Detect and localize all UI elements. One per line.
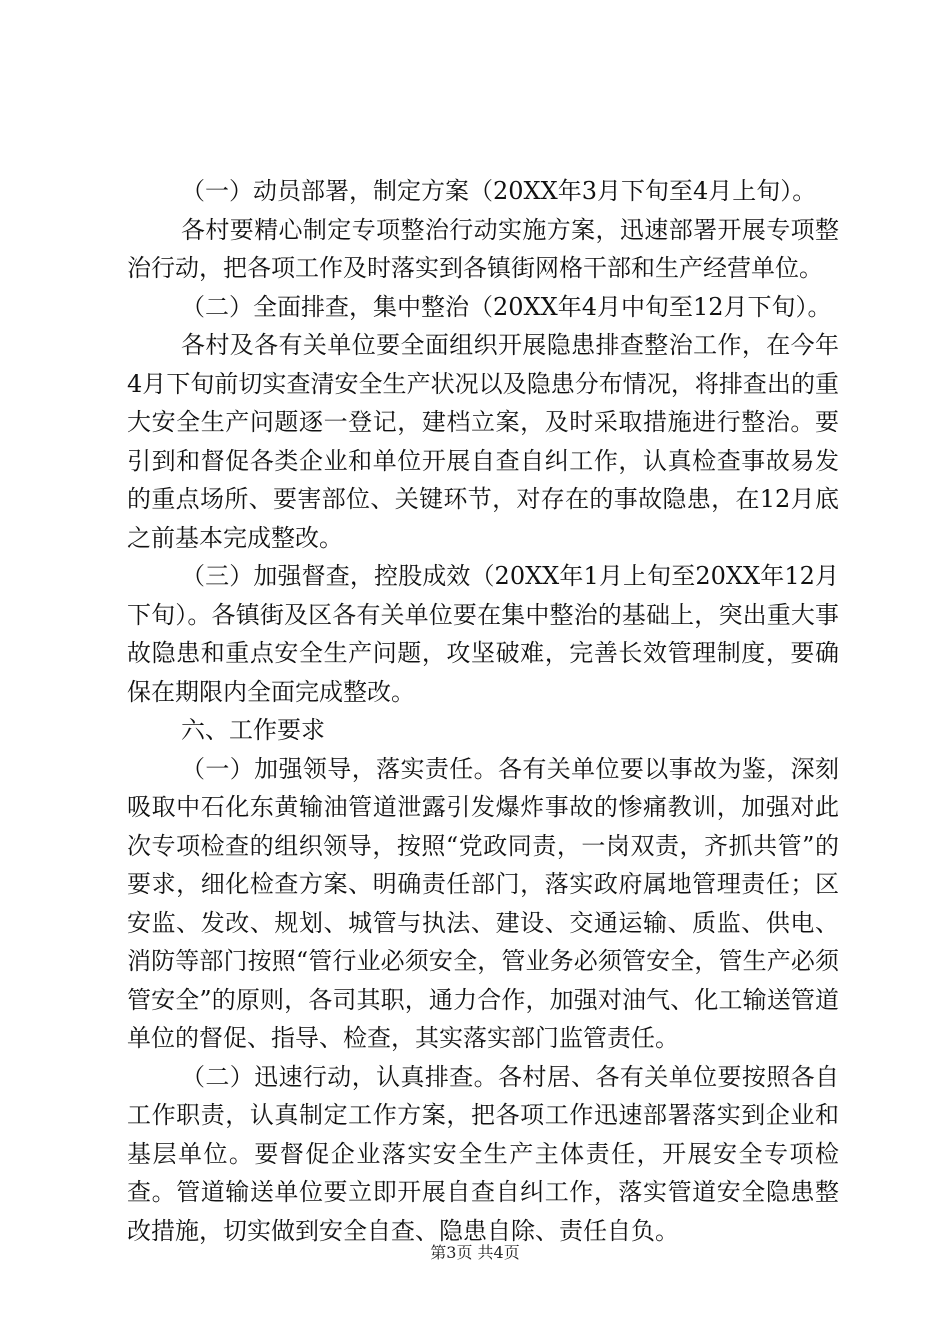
page-number-footer: 第3页 共4页 xyxy=(430,1243,520,1262)
paragraph-inspection: 各村及各有关单位要全面组织开展隐患排查整治工作，在今年4月下旬前切实查清安全生产状况以及隐患分布情况，将排查出的重大安全生产问题逐一登记，建档立案，及时采取措施进行整治。要引到和督促各类企业和单位开展自查自纠工作，认真检查事故易发的重点场所、要害部位、关键环节，对存在的事故隐患，在12月底之前基本完成整改。 xyxy=(127,331,839,552)
section-heading-inspection: （二）全面排查，集中整治（20XX年4月中旬至12月下旬）。 xyxy=(181,292,832,321)
paragraph-supervision: （三）加强督查，控股成效（20XX年1月上旬至20XX年12月下旬）。各镇街及区各有关单位要在集中整治的基础上，突出重大事故隐患和重点安全生产问题，攻坚破难，完善长效管理制度，要确保在期限内全面完成整改。 xyxy=(127,562,839,706)
section-heading-requirements: 六、工作要求 xyxy=(181,716,325,744)
paragraph-leadership: （一）加强领导，落实责任。各有关单位要以事故为鉴，深刻吸取中石化东黄输油管道泄露引发爆炸事故的惨痛教训，加强对此次专项检查的组织领导，按照“党政同责，一岗双责，齐抓共管”的要求，细化检查方案、明确责任部门，落实政府属地管理责任；区安监、发改、规划、城管与执法、建设、交通运输、质监、供电、消防等部门按照“管行业必须安全，管业务必须管安全，管生产必须管安全”的原则，各司其职，通力合作，加强对油气、化工输送管道单位的督促、指导、检查，其实落实部门监管责任。 xyxy=(127,754,839,1052)
paragraph-mobilize: 各村要精心制定专项整治行动实施方案，迅速部署开展专项整治行动，把各项工作及时落实到各镇街网格干部和生产经营单位。 xyxy=(127,215,839,282)
paragraph-action: （二）迅速行动，认真排查。各村居、各有关单位要按照各自工作职责，认真制定工作方案，把各项工作迅速部署落实到企业和基层单位。要督促企业落实安全生产主体责任，开展安全专项检查。管道输送单位要立即开展自查自纠工作，落实管道安全隐患整改措施，切实做到安全自查、隐患自除、责任自负。 xyxy=(127,1062,839,1245)
section-heading-mobilize: （一）动员部署，制定方案（20XX年3月下旬至4月上旬）。 xyxy=(181,177,817,205)
document-body xyxy=(127,172,839,1250)
